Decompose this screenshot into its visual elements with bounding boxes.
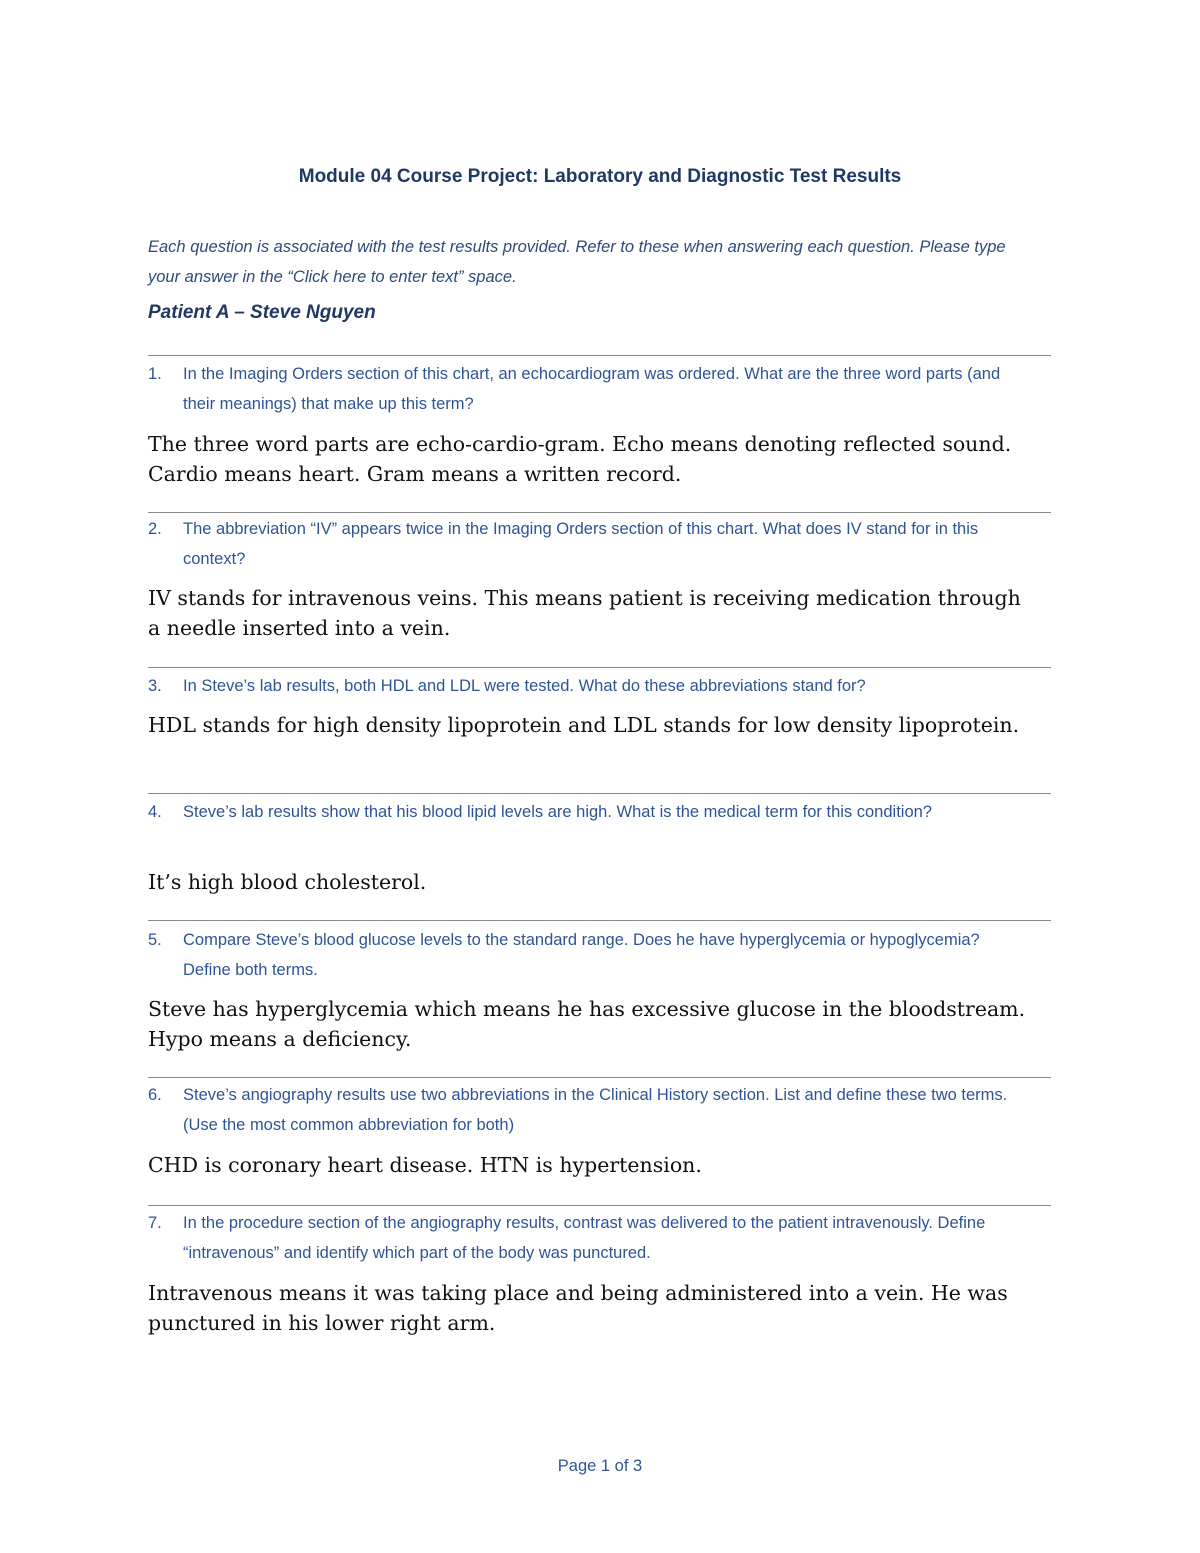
question-6 [148,1080,1028,1140]
question-1 [148,359,1028,419]
question-number: 2. [148,520,162,538]
answer-field-6[interactable]: CHD is coronary heart disease. HTN is hypertension. [148,1153,702,1177]
separator-rule [148,667,1051,668]
question-text: In Steve’s lab results, both HDL and LDL were tested. What do these abbreviations stand for? [183,677,866,695]
instructions-text: Each question is associated with the test results provided. Refer to these when answering each question. Please type your answer in the “Click here to enter text” space. [148,238,1006,286]
question-2 [148,514,1028,574]
question-text: In the procedure section of the angiography results, contrast was delivered to the patient intravenously. Define “intravenous” and identify which part of the body was punctured. [183,1214,986,1262]
question-number: 5. [148,931,162,949]
patient-heading: Patient A – Steve Nguyen [148,302,376,323]
separator-rule [148,920,1051,921]
page-number: Page 1 of 3 [557,1457,643,1475]
question-number: 7. [148,1214,162,1232]
question-text: Steve’s lab results show that his blood lipid levels are high. What is the medical term for this condition? [183,803,932,821]
question-number: 4. [148,803,162,821]
question-number: 3. [148,677,162,695]
answer-field-1[interactable]: The three word parts are echo-cardio-gram. Echo means denoting reflected sound. Cardio means heart. Gram means a written record. [148,432,1012,486]
question-text: The abbreviation “IV” appears twice in the Imaging Orders section of this chart. What does IV stand for in this context? [183,520,979,568]
answer-field-7[interactable]: Intravenous means it was taking place and being administered into a vein. He was punctured in his lower right arm. [148,1281,1008,1335]
question-text: Compare Steve’s blood glucose levels to the standard range. Does he have hyperglycemia or hypoglycemia? Define both terms. [183,931,980,979]
answer-field-5[interactable]: Steve has hyperglycemia which means he has excessive glucose in the bloodstream. Hypo means a deficiency. [148,997,1026,1051]
question-number: 6. [148,1086,162,1104]
separator-rule [148,793,1051,794]
question-text: In the Imaging Orders section of this chart, an echocardiogram was ordered. What are the three word parts (and their meanings) that make up this term? [183,365,1001,413]
separator-rule [148,1077,1051,1078]
question-3 [148,671,1028,701]
answer-field-3[interactable]: HDL stands for high density lipoprotein and LDL stands for low density lipoprotein. [148,713,1020,737]
question-4 [148,797,1028,827]
answer-field-4[interactable]: It’s high blood cholesterol. [148,870,427,894]
question-number: 1. [148,365,162,383]
document-title: Module 04 Course Project: Laboratory and Diagnostic Test Results [298,166,902,187]
question-7 [148,1208,1028,1268]
separator-rule [148,512,1051,513]
separator-rule [148,1205,1051,1206]
question-text: Steve’s angiography results use two abbreviations in the Clinical History section. List and define these two terms. (Use the most common abbreviation for both) [183,1086,1008,1134]
separator-rule [148,355,1051,356]
answer-field-2[interactable]: IV stands for intravenous veins. This means patient is receiving medication through a needle inserted into a vein. [148,586,1021,640]
question-5 [148,925,1028,985]
